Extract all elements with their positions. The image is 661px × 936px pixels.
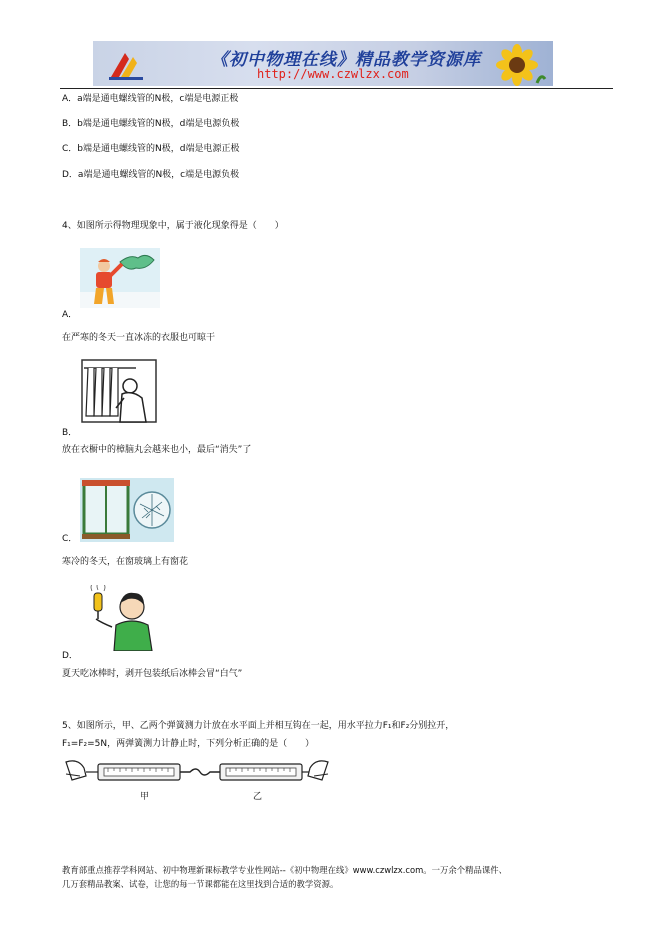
q4-option-c-text: 寒冷的冬天，在窗玻璃上有窗花 xyxy=(62,557,189,567)
footer-line-2: 几万套精品教案、试卷，让您的每一节课都能在这里找到合适的教学资源。 xyxy=(62,879,339,889)
header-rule xyxy=(60,88,613,89)
window-frost-illustration xyxy=(80,478,174,542)
q4-option-b-letter: B． xyxy=(62,428,78,438)
header-banner xyxy=(93,41,553,86)
header-url[interactable]: http://www.czwlzx.com xyxy=(257,67,409,81)
wardrobe-illustration xyxy=(80,358,158,424)
sunflower-icon xyxy=(487,43,547,86)
q4-option-c-letter: C． xyxy=(62,534,78,544)
scale-label-yi: 乙 xyxy=(253,792,263,802)
q5-stem-line1: 5、如图所示，甲、乙两个弹簧测力计放在水平面上并相互钩在一起，用水平拉力F₁和F₂分别拉开， xyxy=(62,721,455,731)
frozen-clothes-illustration xyxy=(80,248,160,308)
q3-option-b: B．b端是通电螺线管的N极，d端是电源负极 xyxy=(62,119,240,129)
q3-option-c: C．b端是通电螺线管的N极，d端是电源正极 xyxy=(62,144,240,154)
scale-label-jia: 甲 xyxy=(140,792,150,802)
q4-stem: 4、如图所示得物理现象中，属于液化现象得是（ ） xyxy=(62,221,284,231)
q4-option-a-letter: A． xyxy=(62,310,78,320)
q3-option-d: D．a端是通电螺线管的N极，c端是电源负极 xyxy=(62,170,240,180)
footer-line-1: 教育部重点推荐学科网站、初中物理新课标教学专业性网站--《初中物理在线》www.czwlzx.com。一万余个精品课件、 xyxy=(62,865,508,875)
spring-scales-illustration xyxy=(64,756,330,802)
site-logo-icon xyxy=(107,47,147,81)
q4-option-b-text: 放在衣橱中的樟脑丸会越来也小，最后“消失”了 xyxy=(62,445,252,455)
header-title: 《初中物理在线》精品教学资源库 xyxy=(211,50,481,70)
q5-stem-line2: F₁=F₂=5N，两弹簧测力计静止时，下列分析正确的是（ ） xyxy=(62,739,315,749)
q3-option-a: A．a端是通电螺线管的N极，c端是电源正极 xyxy=(62,94,239,104)
ice-pop-illustration xyxy=(88,585,158,651)
q4-option-d-letter: D． xyxy=(62,651,78,661)
q4-option-d-text: 夏天吃冰棒时，剥开包装纸后冰棒会冒“白气” xyxy=(62,669,243,679)
q4-option-a-text: 在严寒的冬天一直冰冻的衣服也可晾干 xyxy=(62,333,216,343)
footer xyxy=(62,863,622,891)
